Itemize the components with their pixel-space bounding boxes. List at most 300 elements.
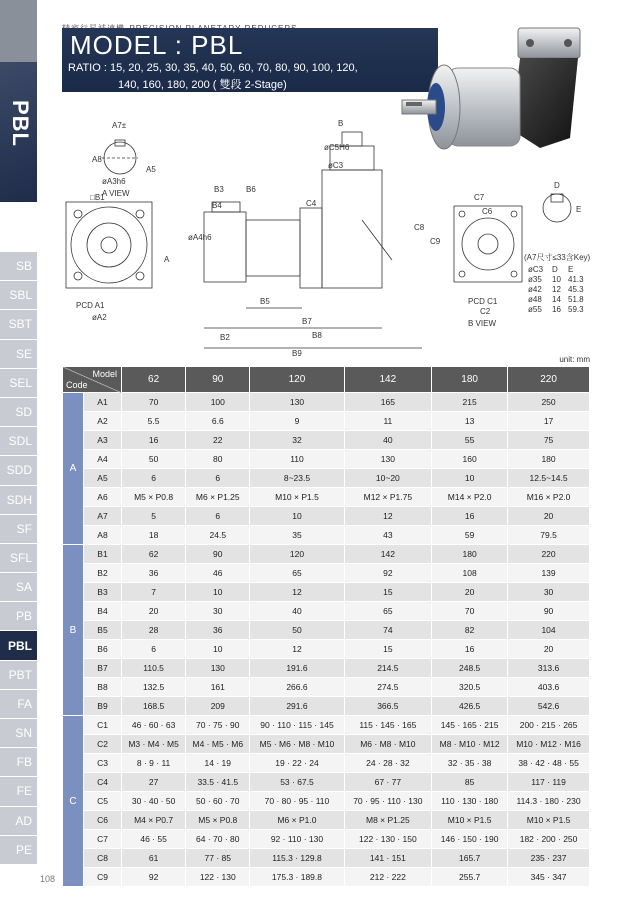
value-cell: 70 · 95 · 110 · 130 [344,792,432,811]
model-header-180: 180 [432,367,508,393]
label-c5: øC5H6 [324,143,350,152]
value-cell: 220 [508,545,590,564]
model-label: Model [92,369,117,379]
value-cell: 18 [122,526,186,545]
value-cell: 200 · 215 · 265 [508,716,590,735]
code-cell: B2 [84,564,122,583]
value-cell: 15 [344,640,432,659]
value-cell: 12 [250,583,344,602]
value-cell: 20 [508,640,590,659]
value-cell: 24.5 [186,526,250,545]
label-a5: A5 [146,165,156,174]
ratio-line-2: 140, 160, 180, 200 ( 雙段 2-Stage) [118,79,287,91]
model-title: MODEL : PBL [70,30,244,60]
value-cell: M4 · M5 · M6 [186,735,250,754]
value-cell: 108 [432,564,508,583]
table-row [63,412,590,431]
code-cell: A8 [84,526,122,545]
value-cell: 50 [122,450,186,469]
label-c9: C9 [430,237,441,246]
value-cell: 16 [122,431,186,450]
value-cell: 145 · 165 · 215 [432,716,508,735]
value-cell: 92 · 110 · 130 [250,830,344,849]
value-cell: 75 [508,431,590,450]
value-cell: 59 [432,526,508,545]
value-cell: 104 [508,621,590,640]
code-cell: C8 [84,849,122,868]
value-cell: 36 [186,621,250,640]
value-cell: 403.6 [508,678,590,697]
table-row [63,393,590,412]
value-cell: M10 × P1.5 [432,811,508,830]
value-cell: 6.6 [186,412,250,431]
code-cell: B7 [84,659,122,678]
rail-tab-pbl[interactable]: PBL [0,631,37,660]
table-row [63,545,590,564]
key-table-header: øC3 [528,265,544,274]
code-cell: C7 [84,830,122,849]
value-cell: 85 [432,773,508,792]
value-cell: 250 [508,393,590,412]
table-row [63,754,590,773]
value-cell: 180 [508,450,590,469]
label-d: D [554,181,560,190]
value-cell: 7 [122,583,186,602]
label-b1: □B1 [90,193,105,202]
key-table-cell: 16 [552,305,561,314]
label-a7: A7± [112,121,127,130]
value-cell: M8 × P1.25 [344,811,432,830]
label-b4: B4 [212,201,222,210]
value-cell: 14 · 19 [186,754,250,773]
label-b7: B7 [302,317,312,326]
label-b6: B6 [246,185,256,194]
value-cell: 15 [344,583,432,602]
code-cell: C3 [84,754,122,773]
value-cell: 165.7 [432,849,508,868]
group-cell-c: C [63,716,84,887]
label-b9: B9 [292,349,302,358]
value-cell: 291.6 [250,697,344,716]
label-b3: B3 [214,185,224,194]
rail-tab-sdd[interactable]: SDD [0,456,37,485]
code-cell: B1 [84,545,122,564]
label-c1: PCD C1 [468,297,498,306]
value-cell: 115.3 · 129.8 [250,849,344,868]
value-cell: 115 · 145 · 165 [344,716,432,735]
value-cell: 10 [250,507,344,526]
value-cell: 114.3 · 180 · 230 [508,792,590,811]
value-cell: 12 [344,507,432,526]
label-a8: A8 [92,155,102,164]
label-a-view: A VIEW [102,189,130,198]
value-cell: 92 [122,868,186,887]
value-cell: 20 [122,602,186,621]
value-cell: 16 [432,507,508,526]
table-row [63,735,590,754]
rail-tab-fe[interactable]: FE [0,777,37,806]
key-table-cell: ø55 [528,305,542,314]
value-cell: 122 · 130 [186,868,250,887]
value-cell: 426.5 [432,697,508,716]
value-cell: M16 × P2.0 [508,488,590,507]
value-cell: 274.5 [344,678,432,697]
value-cell: M5 × P0.8 [186,811,250,830]
value-cell: 28 [122,621,186,640]
value-cell: 345 · 347 [508,868,590,887]
rail-tab-sb[interactable]: SB [0,252,37,281]
value-cell: 142 [344,545,432,564]
value-cell: M6 × P1.0 [250,811,344,830]
rail-tab-pb[interactable]: PB [0,602,37,631]
value-cell: 8~23.5 [250,469,344,488]
code-cell: A7 [84,507,122,526]
value-cell: 27 [122,773,186,792]
value-cell: 5.5 [122,412,186,431]
key-table-cell: ø48 [528,295,542,304]
value-cell: M5 × P0.8 [122,488,186,507]
value-cell: 11 [344,412,432,431]
value-cell: M12 × P1.75 [344,488,432,507]
value-cell: M10 · M12 · M16 [508,735,590,754]
code-cell: B4 [84,602,122,621]
code-cell: A5 [84,469,122,488]
value-cell: 36 [122,564,186,583]
value-cell: 132.5 [122,678,186,697]
value-cell: 10 [186,583,250,602]
label-a: A [164,255,170,264]
value-cell: 168.5 [122,697,186,716]
label-c4: C4 [306,199,317,208]
table-row [63,602,590,621]
value-cell: 19 · 22 · 24 [250,754,344,773]
label-b2: B2 [220,333,230,342]
value-cell: M6 · M8 · M10 [344,735,432,754]
value-cell: 180 [432,545,508,564]
value-cell: 77 · 85 [186,849,250,868]
key-table-cell: 45.3 [568,285,584,294]
value-cell: 61 [122,849,186,868]
rail-tab-sfl[interactable]: SFL [0,544,37,573]
model-header-62: 62 [122,367,186,393]
value-cell: 175.3 · 189.8 [250,868,344,887]
value-cell: 16 [432,640,508,659]
value-cell: 212 · 222 [344,868,432,887]
value-cell: 35 [250,526,344,545]
value-cell: 139 [508,564,590,583]
table-row [63,469,590,488]
key-table-header: D [552,265,558,274]
value-cell: 67 · 77 [344,773,432,792]
value-cell: 92 [344,564,432,583]
value-cell: 182 · 200 · 250 [508,830,590,849]
table-row [63,773,590,792]
label-a2: øA2 [92,313,107,322]
value-cell: 130 [344,450,432,469]
value-cell: 24 · 28 · 32 [344,754,432,773]
value-cell: 65 [250,564,344,583]
value-cell: 46 · 55 [122,830,186,849]
key-table-cell: 51.8 [568,295,584,304]
table-row [63,659,590,678]
key-table-cell: 10 [552,275,561,284]
table-row [63,830,590,849]
table-row [63,697,590,716]
value-cell: 90 [186,545,250,564]
value-cell: 70 · 75 · 90 [186,716,250,735]
value-cell: 10~20 [344,469,432,488]
table-row [63,526,590,545]
value-cell: 130 [186,659,250,678]
label-c8: C8 [414,223,425,232]
rail-tab-ad[interactable]: AD [0,807,37,836]
value-cell: 215 [432,393,508,412]
value-cell: M10 × P1.5 [508,811,590,830]
code-cell: C9 [84,868,122,887]
value-cell: M5 · M6 · M8 · M10 [250,735,344,754]
model-header-220: 220 [508,367,590,393]
label-e: E [576,205,582,214]
value-cell: 191.6 [250,659,344,678]
key-table-header: E [568,265,574,274]
value-cell: 165 [344,393,432,412]
value-cell: 146 · 150 · 190 [432,830,508,849]
value-cell: 30 [508,583,590,602]
rail-top-block [0,0,37,62]
value-cell: 40 [250,602,344,621]
value-cell: 12 [250,640,344,659]
code-cell: A3 [84,431,122,450]
value-cell: 10 [432,469,508,488]
value-cell: 64 · 70 · 80 [186,830,250,849]
key-table-cell: 12 [552,285,561,294]
value-cell: 209 [186,697,250,716]
value-cell: 30 [186,602,250,621]
table-row [63,716,590,735]
code-label: Code [66,380,88,390]
code-cell: C5 [84,792,122,811]
value-cell: 38 · 42 · 48 · 55 [508,754,590,773]
label-b8: B8 [312,331,322,340]
code-cell: C1 [84,716,122,735]
value-cell: 117 · 119 [508,773,590,792]
side-rail [0,0,37,900]
code-cell: B8 [84,678,122,697]
rail-tab-sbl[interactable]: SBL [0,281,37,310]
value-cell: 90 · 110 · 115 · 145 [250,716,344,735]
table-row [63,488,590,507]
rail-tab-sd[interactable]: SD [0,398,37,427]
value-cell: 70 [432,602,508,621]
value-cell: 120 [250,545,344,564]
value-cell: M6 × P1.25 [186,488,250,507]
value-cell: 110 [250,450,344,469]
code-cell: C4 [84,773,122,792]
value-cell: 70 [122,393,186,412]
value-cell: M4 × P0.7 [122,811,186,830]
value-cell: 141 · 151 [344,849,432,868]
label-c3: øC3 [328,161,344,170]
rail-tab-fa[interactable]: FA [0,690,37,719]
label-b: B [338,119,344,128]
code-cell: A6 [84,488,122,507]
value-cell: 74 [344,621,432,640]
value-cell: 22 [186,431,250,450]
rail-tab-fb[interactable]: FB [0,748,37,777]
table-row [63,868,590,887]
code-cell: B6 [84,640,122,659]
value-cell: 30 · 40 · 50 [122,792,186,811]
value-cell: 313.6 [508,659,590,678]
code-cell: A2 [84,412,122,431]
value-cell: 100 [186,393,250,412]
value-cell: 9 [250,412,344,431]
value-cell: 43 [344,526,432,545]
value-cell: 50 [250,621,344,640]
table-row [63,450,590,469]
label-b5: B5 [260,297,270,306]
key-table-cell: 59.3 [568,305,584,314]
value-cell: 53 · 67.5 [250,773,344,792]
model-header-90: 90 [186,367,250,393]
rail-tab-sa[interactable]: SA [0,573,37,602]
value-cell: M3 · M4 · M5 [122,735,186,754]
rail-tab-sn[interactable]: SN [0,719,37,748]
code-cell: C2 [84,735,122,754]
label-c6: C6 [482,207,493,216]
label-b-view: B VIEW [468,319,497,328]
value-cell: 79.5 [508,526,590,545]
unit-label: unit: mm [559,355,590,364]
value-cell: 50 · 60 · 70 [186,792,250,811]
rail-tab-se[interactable]: SE [0,340,37,369]
rail-tab-sdl[interactable]: SDL [0,427,37,456]
value-cell: M8 · M10 · M12 [432,735,508,754]
table-row [63,564,590,583]
value-cell: 542.6 [508,697,590,716]
value-cell: 17 [508,412,590,431]
value-cell: 255.7 [432,868,508,887]
header-corner [63,367,122,393]
value-cell: 160 [432,450,508,469]
dimension-drawing [62,110,602,360]
key-table-cell: 14 [552,295,561,304]
value-cell: 82 [432,621,508,640]
value-cell: 248.5 [432,659,508,678]
table-body [63,393,590,887]
rail-tab-pbt[interactable]: PBT [0,661,37,690]
value-cell: 6 [186,469,250,488]
rail-tab-sf[interactable]: SF [0,515,37,544]
value-cell: 320.5 [432,678,508,697]
table-row [63,583,590,602]
key-table-cell: 41.3 [568,275,584,284]
value-cell: 32 · 35 · 38 [432,754,508,773]
key-note: (A7尺寸≤33含Key) [524,253,591,262]
value-cell: 10 [186,640,250,659]
value-cell: 266.6 [250,678,344,697]
key-table-cell: ø42 [528,285,542,294]
value-cell: 13 [432,412,508,431]
table-row [63,792,590,811]
value-cell: 130 [250,393,344,412]
value-cell: 5 [122,507,186,526]
rail-tab-sel[interactable]: SEL [0,369,37,398]
value-cell: 70 · 80 · 95 · 110 [250,792,344,811]
value-cell: 46 [186,564,250,583]
rail-tab-sdh[interactable]: SDH [0,486,37,515]
value-cell: M14 × P2.0 [432,488,508,507]
code-cell: B3 [84,583,122,602]
value-cell: 161 [186,678,250,697]
page-number: 108 [40,874,56,884]
value-cell: 6 [122,640,186,659]
label-a3: øA3h6 [102,177,126,186]
key-table-cell: ø35 [528,275,542,284]
group-cell-a: A [63,393,84,545]
table-row [63,640,590,659]
table-row [63,621,590,640]
ratio-line-1: RATIO : 15, 20, 25, 30, 35, 40, 50, 60, 70, 80, 90, 100, 120, [68,62,358,74]
code-cell: B9 [84,697,122,716]
table-row [63,849,590,868]
value-cell: 46 · 60 · 63 [122,716,186,735]
spec-table [62,366,590,887]
value-cell: 235 · 237 [508,849,590,868]
model-header-142: 142 [344,367,432,393]
value-cell: 33.5 · 41.5 [186,773,250,792]
table-row [63,811,590,830]
rail-section-label: PBL [8,100,33,147]
value-cell: 110 · 130 · 180 [432,792,508,811]
table-row [63,431,590,450]
value-cell: 6 [122,469,186,488]
value-cell: 65 [344,602,432,621]
rail-tab-sbt[interactable]: SBT [0,310,37,339]
code-cell: C6 [84,811,122,830]
rail-tab-list [0,252,37,865]
group-cell-b: B [63,545,84,716]
table-row [63,507,590,526]
label-a4: øA4h6 [188,233,212,242]
label-a1: PCD A1 [76,301,105,310]
rail-tab-pe[interactable]: PE [0,836,37,865]
value-cell: M10 × P1.5 [250,488,344,507]
code-cell: A4 [84,450,122,469]
value-cell: 110.5 [122,659,186,678]
value-cell: 62 [122,545,186,564]
code-cell: B5 [84,621,122,640]
value-cell: 20 [432,583,508,602]
value-cell: 6 [186,507,250,526]
code-cell: A1 [84,393,122,412]
label-c2: C2 [480,307,491,316]
value-cell: 20 [508,507,590,526]
value-cell: 12.5~14.5 [508,469,590,488]
value-cell: 40 [344,431,432,450]
table-header-row [63,367,590,393]
model-header-120: 120 [250,367,344,393]
table-row [63,678,590,697]
value-cell: 8 · 9 · 11 [122,754,186,773]
value-cell: 366.5 [344,697,432,716]
value-cell: 90 [508,602,590,621]
label-c7: C7 [474,193,485,202]
value-cell: 122 · 130 · 150 [344,830,432,849]
value-cell: 55 [432,431,508,450]
value-cell: 80 [186,450,250,469]
value-cell: 214.5 [344,659,432,678]
